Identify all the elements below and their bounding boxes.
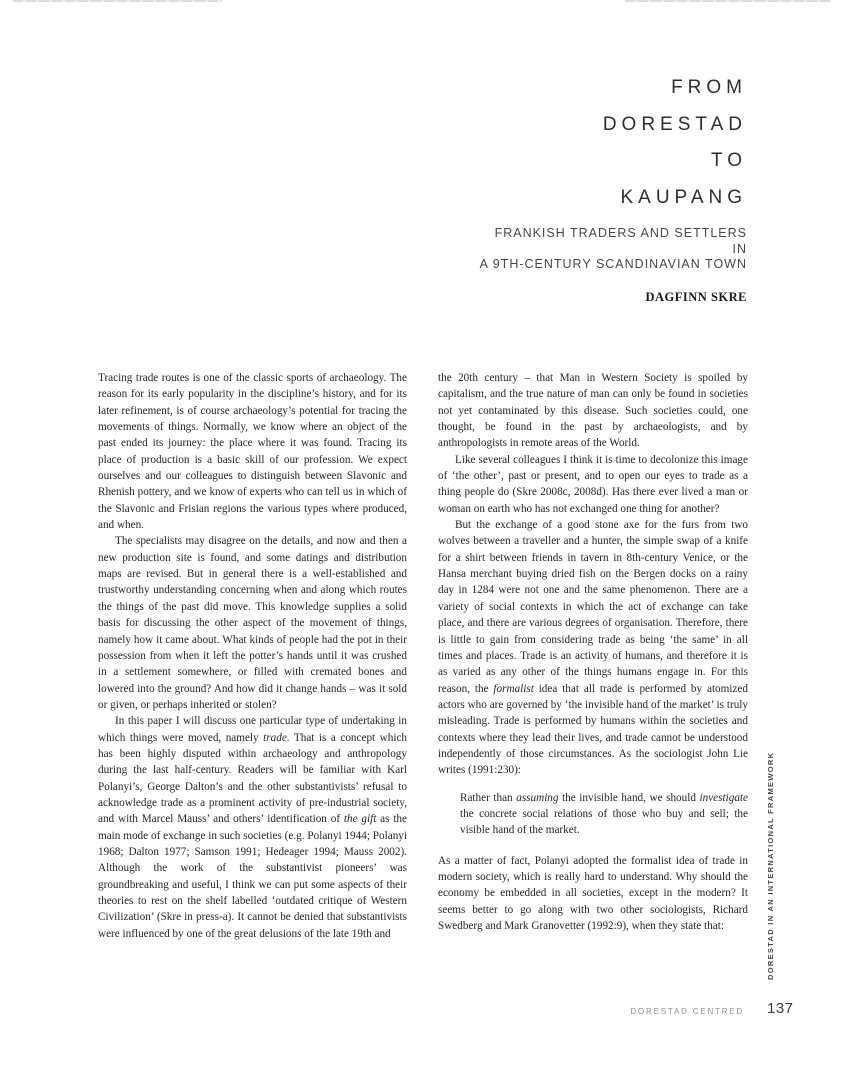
article-subtitle (480, 226, 747, 273)
section-vertical-label: DORESTAD IN AN INTERNATIONAL FRAMEWORK (766, 751, 775, 980)
article-header (480, 70, 747, 305)
article-title-line: TO (710, 150, 747, 171)
body-paragraph: Like several colleagues I think it is time to decolonize this image of ‘the other’, past or present, and to open our eyes to trade as a thing people do (Skre 2008c, 2008d). Has there ever lived a man or woman on earth who has not exchanged one thing for another? (438, 453, 748, 515)
block-quote: Rather than assuming the invisible hand, we should investigate the concrete social relations of those who buy and sell; the visible hand of the market. (460, 791, 748, 837)
article-title-line: FROM (671, 77, 747, 98)
body-paragraph: But the exchange of a good stone axe for the furs from two wolves between a traveller and a hunter, the simple swap of a knife for a shirt between friends in tavern in 8th-century Venice, or the Hansa merchant buying dried fish on the Bergen docks on a rainy day in 1284 were not one and the same phenomenon. There are a variety of social contexts in which the act of exchange can take place, and there are various degrees of organisation. Therefore, there is little to gain from considering trade as being ‘the same’ in all times and places. Trade is an activity of humans, and therefore it is as varied as any other of the things humans engage in. For this reason, the formalist idea that all trade is performed by atomized actors who are governed by ‘the invisible hand of the market’ is truly misleading. Trade is performed by humans within the societies and contexts where they lead their lives, and trade cannot be understood independently of those circumstances. As the sociologist John Lie writes (1991:230): (438, 519, 748, 777)
top-right-crop-mark (625, 0, 831, 2)
body-paragraph: In this paper I will discuss one particular type of undertaking in which things were moved, namely trade. That is a concept which has been highly disputed within archaeology and anthropology during the last half-century. Readers will be familiar with Karl Polanyi’s, George Dalton’s and the other substantivists’ refusal to acknowledge trade as a prominent activity of pre-industrial society, and with Marcel Mauss’ and others’ identification of the gift as the main mode of exchange in such societies (e.g. Polanyi 1944; Polanyi 1968; Dalton 1977; Samson 1991; Hedeager 1994; Mauss 2002). Although the work of the substantivist pioneers’ was groundbreaking and useful, I think we can put some aspects of their theories to rest on the shelf labelled ‘outdated critique of Western Civilization’ (Skre in press-a). It cannot be denied that substantivists were influenced by one of the great delusions of the late 19th and (98, 715, 408, 940)
article-subtitle-line: FRANKISH TRADERS AND SETTLERS (494, 226, 747, 240)
article-title-line: DORESTAD (602, 113, 747, 135)
page-number: 137 (767, 1000, 794, 1017)
body-paragraph: Tracing trade routes is one of the classic sports of archaeology. The reason for its early popularity in the discipline’s history, and for its later refinement, is of course archaeology’s potential for tracing the movements of things. Normally, we know where an object of the past ended its journey: the place where it was found. Tracing its place of production is a basic skill of our profession. We expect ourselves and our colleagues to distinguish between Slavonic and Rhenish pottery, and we know of experts who can tell us in which of the Slavonic and Frisian regions the various types where produced, and when. (98, 372, 407, 532)
running-title: DORESTAD CENTRED (630, 1007, 744, 1016)
body-paragraph: the 20th century – that Man in Western Society is spoiled by capitalism, and the true nature of man can only be found in societies not yet contaminated by this disease. Such societies could, one thought, be found in the past by archaeologists, and by anthropologists in remote areas of the World. (438, 372, 748, 450)
article-subtitle-line: A 9TH-CENTURY SCANDINAVIAN TOWN (479, 257, 747, 271)
body-paragraph: As a matter of fact, Polanyi adopted the formalist idea of trade in modern society, which is really hard to understand. Why should the economy be embedded in all societies, except in the modern? It seems better to go along with two other sociologists, Richard Swedberg and Mark Granovetter (1992:9), when they state that: (438, 854, 748, 932)
article-subtitle-line: IN (732, 241, 747, 256)
body-paragraph: The specialists may disagree on the details, and now and then a new production site is found, and some datings and distribution maps are revised. But in general there is a well-established and trustworthy understanding concerning when and along which routes the things of the past did move. This knowledge supplies a solid basis for discussing the other aspect of the movement of things, namely how it came about. What kinds of people had the pot in their possession from when it left the potter’s hands until it was crushed in a settlement somewhere, or filled with cremated bones and lowered into the ground? And how did it change hands – was it sold or given, or perhaps inherited or stolen? (98, 535, 407, 711)
author-name: DAGFINN SKRE (645, 289, 747, 304)
article-title-line: KAUPANG (620, 186, 747, 208)
top-left-crop-mark (13, 0, 222, 2)
body-column-left (98, 370, 407, 942)
body-column-right (438, 370, 748, 934)
